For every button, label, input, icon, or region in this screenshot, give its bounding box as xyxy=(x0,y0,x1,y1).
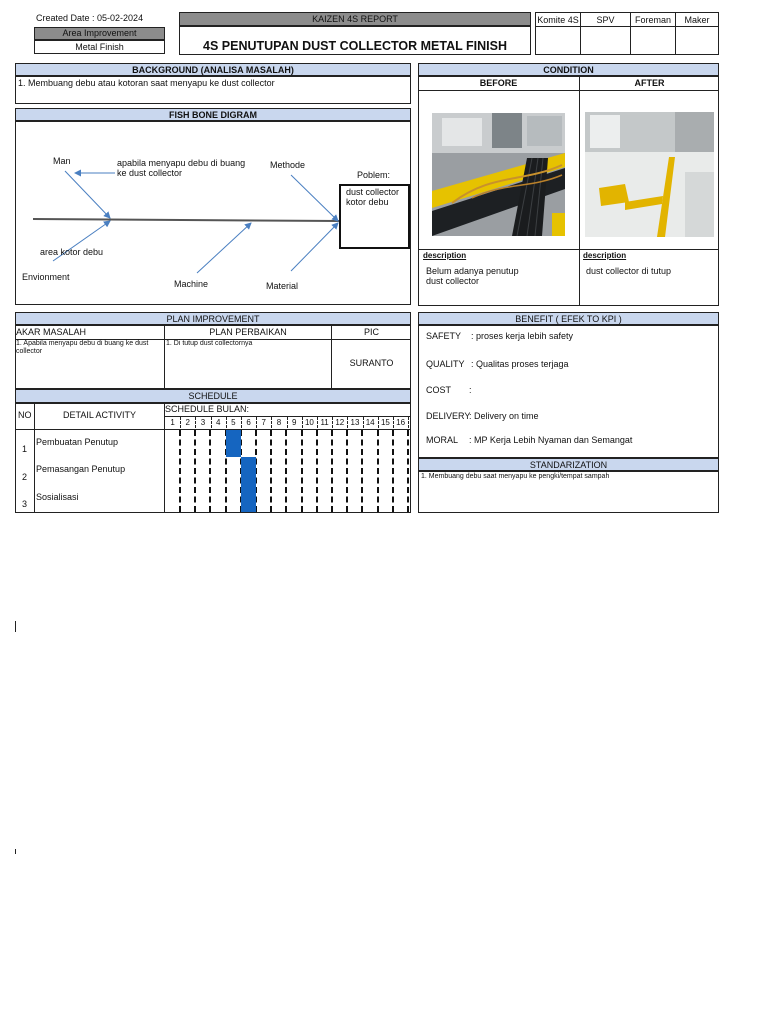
fishbone-method: Methode xyxy=(270,160,306,170)
fishbone-problem-text: dust collector kotor debu xyxy=(346,187,400,207)
week-number-4: 4 xyxy=(211,417,227,428)
schedule-row-no-3: 3 xyxy=(22,499,28,509)
approval-maker: Maker xyxy=(676,13,719,27)
schedule-col-month: SCHEDULE BULAN: xyxy=(165,404,250,414)
week-number-16: 16 xyxy=(393,417,409,428)
sign-foreman xyxy=(631,27,676,55)
approval-spv: SPV xyxy=(581,13,631,27)
plan-action: 1. Di tutup dust collectornya xyxy=(166,340,253,347)
benefit-value-quality: : Qualitas proses terjaga xyxy=(471,359,569,369)
background-header: BACKGROUND (ANALISA MASALAH) xyxy=(15,63,411,76)
week-number-7: 7 xyxy=(256,417,272,428)
material-bone xyxy=(291,223,338,271)
fishbone-man: Man xyxy=(53,156,71,166)
benefit-value-delivery: : Delivery on time xyxy=(469,411,539,421)
schedule-bar-row3-week6 xyxy=(241,484,256,512)
schedule-row-activity-2: Pemasangan Penutup xyxy=(36,464,126,474)
approval-komite: Komite 4S xyxy=(537,14,579,25)
standarization-text: 1. Membuang debu saat menyapu ke pengki/tempat sampah xyxy=(418,471,719,513)
plan-col-pic: PIC xyxy=(363,327,379,337)
benefit-header: BENEFIT ( EFEK TO KPI ) xyxy=(418,312,719,325)
text-cursor-mark-small xyxy=(15,849,16,854)
week-number-12: 12 xyxy=(332,417,348,428)
approval-table xyxy=(535,12,719,55)
week-number-14: 14 xyxy=(363,417,379,428)
text-cursor-mark xyxy=(15,621,16,632)
benefit-label-moral: MORAL xyxy=(426,435,459,445)
before-label: BEFORE xyxy=(479,78,518,88)
after-label: AFTER xyxy=(634,78,665,88)
week-dash-15 xyxy=(392,430,394,512)
schedule-row-no-2: 2 xyxy=(22,472,28,482)
method-bone xyxy=(291,175,338,221)
after-photo xyxy=(585,112,714,237)
week-dash-9 xyxy=(301,430,303,512)
week-number-5: 5 xyxy=(226,417,242,428)
spine-line xyxy=(33,219,340,221)
schedule-header: SCHEDULE xyxy=(15,389,411,403)
machine-bone xyxy=(197,223,251,273)
benefit-label-quality: QUALITY xyxy=(426,359,465,369)
week-dash-11 xyxy=(331,430,333,512)
sign-maker xyxy=(676,27,719,55)
plan-col-root: AKAR MASALAH xyxy=(16,327,87,337)
week-number-8: 8 xyxy=(271,417,287,428)
plan-root: 1. Apabila menyapu debu di buang ke dust collector xyxy=(16,340,149,355)
sign-spv xyxy=(581,27,631,55)
after-desc-label: description xyxy=(583,251,627,260)
condition-divider xyxy=(579,76,580,305)
week-number-2: 2 xyxy=(180,417,196,428)
fishbone-machine: Machine xyxy=(174,279,209,289)
area-label: Area Improvement xyxy=(34,27,165,40)
week-number-3: 3 xyxy=(195,417,211,428)
week-dash-10 xyxy=(316,430,318,512)
before-photo xyxy=(432,113,565,236)
fishbone-material: Material xyxy=(266,281,299,291)
condition-header: CONDITION xyxy=(418,63,719,76)
benefit-label-cost: COST xyxy=(426,385,452,395)
approval-foreman: Foreman xyxy=(631,13,676,27)
week-number-9: 9 xyxy=(287,417,303,428)
week-number-15: 15 xyxy=(378,417,394,428)
week-number-6: 6 xyxy=(241,417,257,428)
week-dash-3 xyxy=(209,430,211,512)
fishbone-man-cause: apabila menyapu debu di buang ke dust collector xyxy=(117,158,246,178)
report-type: KAIZEN 4S REPORT xyxy=(179,12,531,26)
before-desc-label: description xyxy=(423,251,467,260)
plan-pic: SURANTO xyxy=(349,358,394,368)
week-number-1: 1 xyxy=(165,417,181,428)
condition-rule-1 xyxy=(418,90,719,91)
week-number-11: 11 xyxy=(317,417,333,428)
week-number-13: 13 xyxy=(347,417,363,428)
week-dash-1 xyxy=(179,430,181,512)
benefit-value-moral: : MP Kerja Lebih Nyaman dan Semangat xyxy=(469,435,633,445)
fishbone-env-cause: area kotor debu xyxy=(40,247,104,257)
week-number-10: 10 xyxy=(302,417,318,428)
schedule-row-activity-3: Sosialisasi xyxy=(36,492,79,502)
schedule-head-rule xyxy=(15,429,411,430)
schedule-bar-row2-week6 xyxy=(241,457,256,484)
fishbone-environment: Envionment xyxy=(22,272,70,282)
week-dash-12 xyxy=(346,430,348,512)
before-desc: Belum adanya penutup dust collector xyxy=(426,266,519,286)
schedule-col-no: NO xyxy=(18,410,32,420)
condition-rule-2 xyxy=(418,249,719,250)
fishbone-header: FISH BONE DIGRAM xyxy=(15,108,411,121)
schedule-col-activity: DETAIL ACTIVITY xyxy=(62,410,136,420)
plan-col-plan: PLAN PERBAIKAN xyxy=(209,327,287,337)
area-value: Metal Finish xyxy=(34,40,165,54)
after-desc: dust collector di tutup xyxy=(586,266,672,276)
benefit-value-cost: : xyxy=(469,385,472,395)
plan-header: PLAN IMPROVEMENT xyxy=(15,312,411,325)
report-title: 4S PENUTUPAN DUST COLLECTOR METAL FINISH xyxy=(179,26,531,55)
week-dash-14 xyxy=(377,430,379,512)
standarization-header: STANDARIZATION xyxy=(418,458,719,471)
man-bone xyxy=(65,171,110,218)
sign-komite xyxy=(536,27,581,55)
benefit-value-safety: : proses kerja lebih safety xyxy=(471,331,574,341)
schedule-row-no-1: 1 xyxy=(22,444,28,454)
created-date: Created Date : 05-02-2024 xyxy=(36,13,144,23)
fishbone-problem-label: Poblem: xyxy=(357,170,391,180)
week-dash-8 xyxy=(285,430,287,512)
schedule-row-activity-1: Pembuatan Penutup xyxy=(36,437,119,447)
benefit-label-delivery: DELIVERY xyxy=(426,411,471,421)
week-dash-7 xyxy=(270,430,272,512)
week-dash-2 xyxy=(194,430,196,512)
week-dash-13 xyxy=(361,430,363,512)
week-dash-16 xyxy=(407,430,409,512)
background-text: 1. Membuang debu atau kotoran saat menyapu ke dust collector xyxy=(15,76,411,104)
benefit-label-safety: SAFETY xyxy=(426,331,462,341)
schedule-bar-row1-week5 xyxy=(226,430,241,457)
